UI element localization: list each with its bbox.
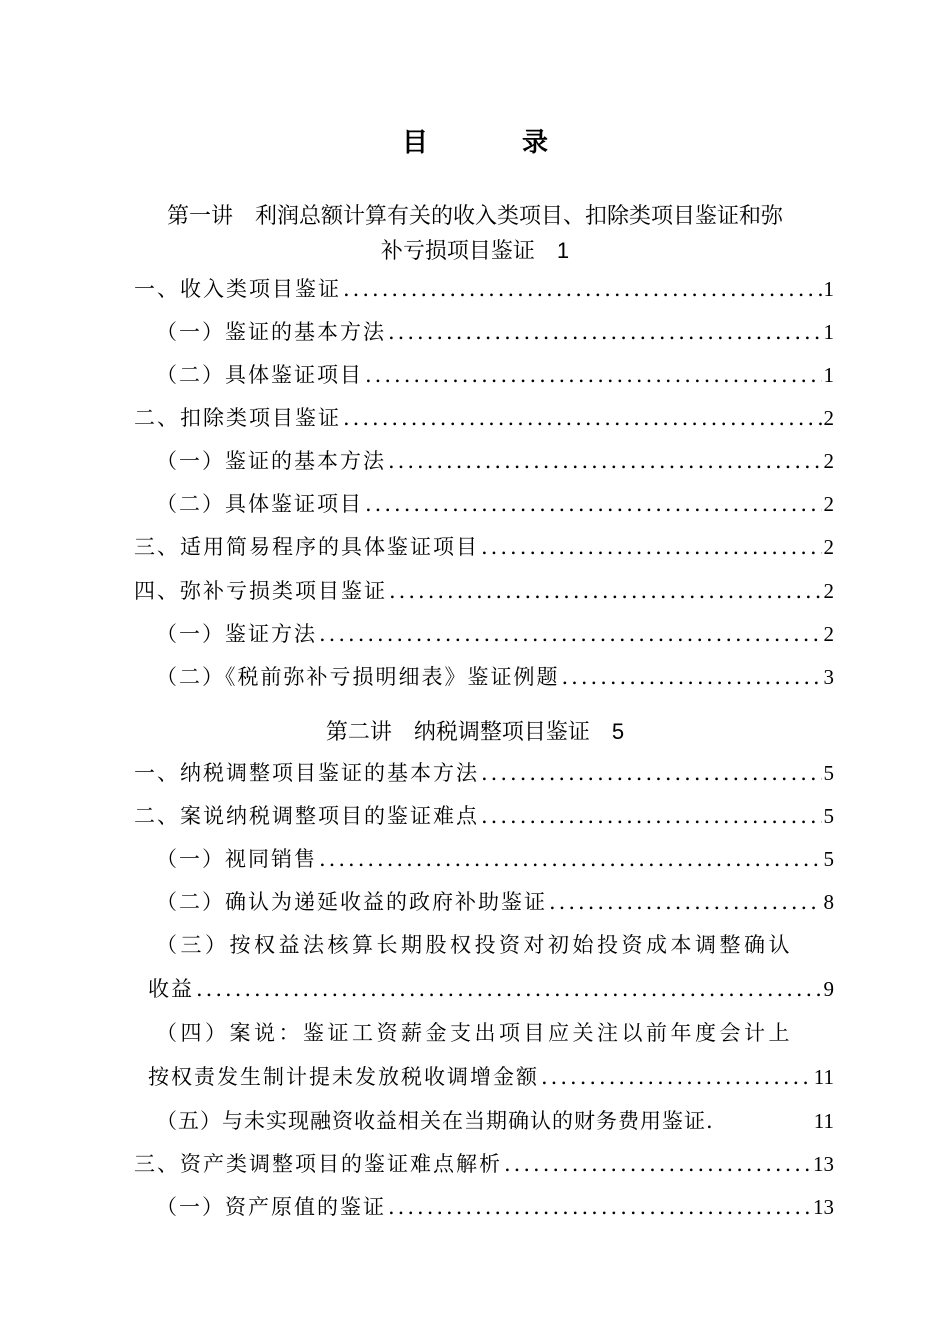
toc-entry-page: 8 <box>823 890 834 914</box>
toc-entry-label: （一）资产原值的鉴证 <box>156 1195 386 1219</box>
toc-entry[interactable] <box>156 617 834 651</box>
toc-entry-page: 2 <box>823 579 834 603</box>
page-title: 目 录 <box>401 128 582 158</box>
toc-entry-label: （一）鉴证的基本方法 <box>156 449 386 473</box>
toc-entry[interactable] <box>156 315 834 349</box>
leader-dots <box>388 1190 811 1224</box>
lecture-1-heading-line1: 第一讲 利润总额计算有关的收入类项目、扣除类项目鉴证和弥 <box>166 204 783 229</box>
lecture-1-heading <box>110 200 840 269</box>
leader-dots <box>389 574 822 608</box>
leader-dots <box>343 272 822 306</box>
toc-entry-label: （一）鉴证的基本方法 <box>156 320 386 344</box>
toc-entry-page: 5 <box>823 761 834 785</box>
toc-entry-label: 三、适用简易程序的具体鉴证项目 <box>134 535 479 559</box>
leader-dots <box>365 358 822 392</box>
leader-dots <box>388 444 822 478</box>
leader-dots <box>549 885 822 919</box>
toc-entry[interactable] <box>134 530 834 564</box>
toc-entry-label: 二、扣除类项目鉴证 <box>134 406 341 430</box>
toc-entry-page: 1 <box>823 363 834 387</box>
toc-entry[interactable] <box>134 1147 834 1181</box>
toc-entry-label: （二）确认为递延收益的政府补助鉴证 <box>156 890 547 914</box>
toc-entry-label: 按权责发生制计提未发放税收调增金额 <box>148 1065 539 1089</box>
toc-entry-label: 一、纳税调整项目鉴证的基本方法 <box>134 761 479 785</box>
toc-entry-page: 3 <box>823 665 834 689</box>
toc-entry[interactable] <box>134 799 834 833</box>
leader-dots <box>343 401 822 435</box>
toc-entry-page: 2 <box>823 406 834 430</box>
toc-entry-page: 5 <box>823 804 834 828</box>
leader-dots <box>562 660 822 694</box>
toc-entry-label: 收益 <box>148 977 194 1001</box>
toc-entry-page: 5 <box>823 847 834 871</box>
toc-entry[interactable] <box>156 660 834 694</box>
toc-entry-label-line1[interactable]: （三）按权益法核算长期股权投资对初始投资成本调整确认 <box>156 933 793 957</box>
toc-entry-label-line1[interactable]: （四）案说：鉴证工资薪金支出项目应关注以前年度会计上 <box>156 1021 793 1045</box>
toc-entry[interactable] <box>156 444 834 478</box>
toc-entry-label: 一、收入类项目鉴证 <box>134 277 341 301</box>
toc-entry-page: 2 <box>823 492 834 516</box>
toc-entry-page: 13 <box>813 1195 834 1219</box>
lecture-1-heading-page: 1 <box>556 238 570 263</box>
lecture-2-heading-page: 5 <box>611 719 625 744</box>
toc-entry[interactable] <box>156 842 834 876</box>
leader-dots <box>196 972 822 1006</box>
toc-entry[interactable] <box>156 358 834 392</box>
toc-entry[interactable] <box>134 756 834 790</box>
leader-dots <box>504 1147 811 1181</box>
toc-entry[interactable] <box>156 487 834 521</box>
toc-entry-label: （二）具体鉴证项目 <box>156 363 363 387</box>
toc-entry-page: 2 <box>823 535 834 559</box>
toc-entry[interactable] <box>156 885 834 919</box>
leader-dots <box>319 617 822 651</box>
toc-entry-page: 1 <box>823 320 834 344</box>
toc-entry-page: 2 <box>823 449 834 473</box>
toc-entry-page: 11 <box>813 1109 834 1133</box>
leader-dots <box>365 487 822 521</box>
toc-entry-label: 三、资产类调整项目的鉴证难点解析 <box>134 1152 502 1176</box>
toc-entry-label: （五）与未实现融资收益相关在当期确认的财务费用鉴证. <box>156 1109 714 1133</box>
toc-entry-label: （二）《税前弥补亏损明细表》鉴证例题 <box>156 665 560 689</box>
lecture-1-heading-text: 补亏损项目鉴证 <box>380 239 535 264</box>
toc-entry-label: （一）视同销售 <box>156 847 317 871</box>
toc-entry-page: 11 <box>813 1065 834 1089</box>
toc-entry-page: 13 <box>813 1152 834 1176</box>
toc-entry[interactable] <box>134 272 834 306</box>
toc-entry-label: （一）鉴证方法 <box>156 622 317 646</box>
toc-entry[interactable] <box>134 401 834 435</box>
leader-dots <box>481 530 822 564</box>
toc-entry-label: （二）具体鉴证项目 <box>156 492 363 516</box>
leader-dots <box>319 842 822 876</box>
toc-entry[interactable] <box>148 972 834 1006</box>
toc-entry[interactable] <box>148 1060 834 1094</box>
toc-entry-label: 二、案说纳税调整项目的鉴证难点 <box>134 804 479 828</box>
toc-entry[interactable] <box>156 1190 834 1224</box>
leader-dots <box>481 799 822 833</box>
lecture-2-heading-text: 第二讲 纳税调整项目鉴证 <box>325 720 590 745</box>
lecture-2-heading <box>110 715 840 750</box>
toc-entry-page: 2 <box>823 622 834 646</box>
toc-entry-label: 四、弥补亏损类项目鉴证 <box>134 579 387 603</box>
toc-entry-page: 9 <box>823 977 834 1001</box>
leader-dots <box>541 1060 812 1094</box>
leader-dots <box>481 756 822 790</box>
toc-entry[interactable] <box>156 1104 834 1138</box>
toc-entry-page: 1 <box>823 277 834 301</box>
toc-entry[interactable] <box>134 574 834 608</box>
lecture-1-heading-line2 <box>110 234 840 269</box>
leader-dots <box>388 315 822 349</box>
